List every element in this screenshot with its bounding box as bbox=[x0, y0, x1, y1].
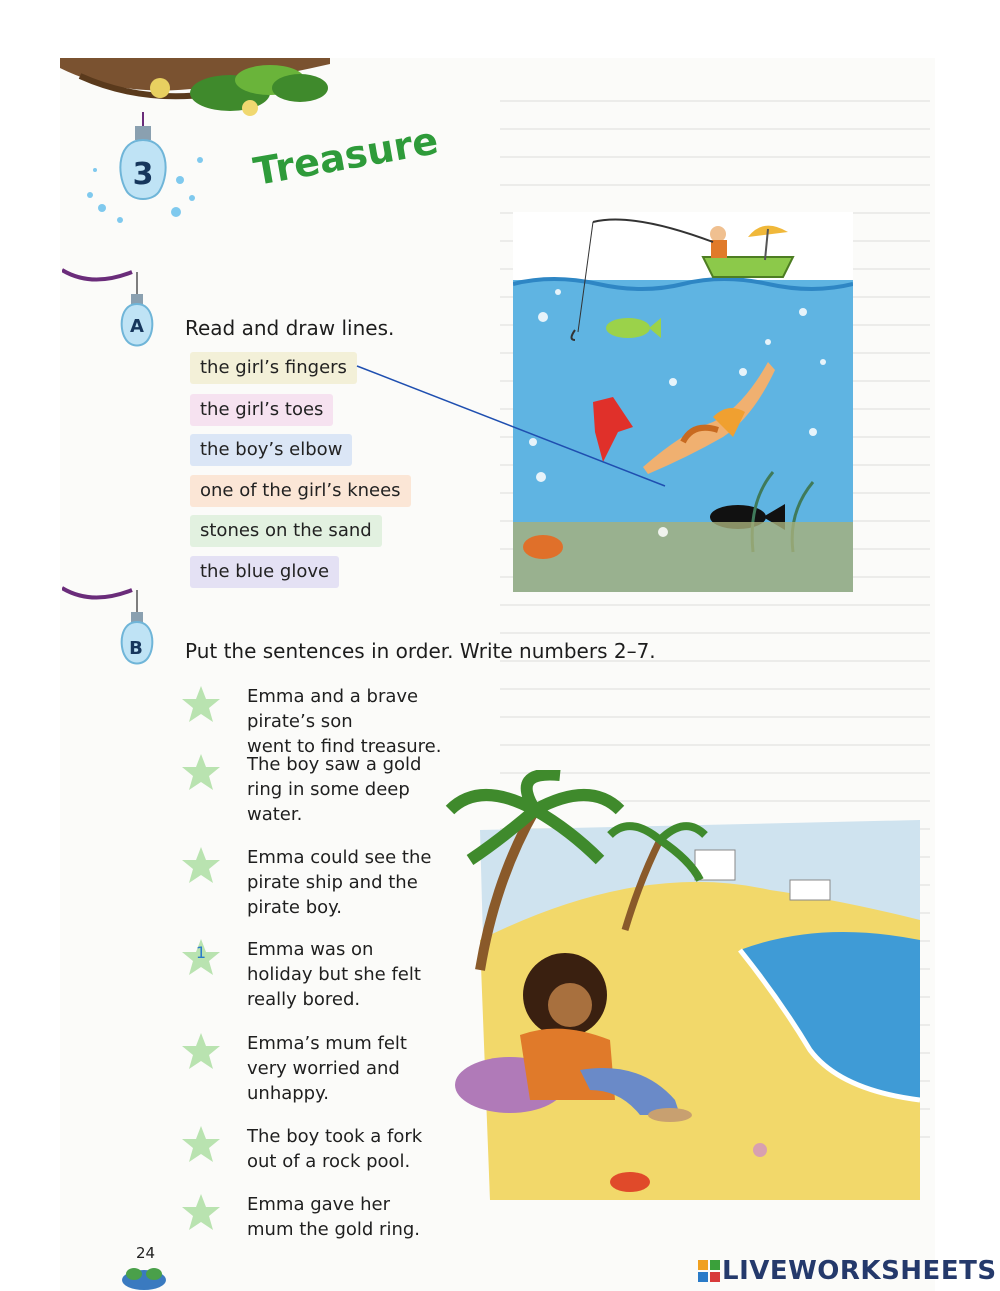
sparkle-dots-decoration bbox=[80, 140, 220, 230]
sentence-line: pirate boy. bbox=[247, 897, 342, 918]
sentence-line: pirate ship and the bbox=[247, 872, 418, 893]
liveworksheets-logo-text: LIVEWORKSHEETS bbox=[722, 1256, 997, 1286]
tree-branch-illustration bbox=[60, 58, 330, 128]
section-a-instruction: Read and draw lines. bbox=[185, 316, 395, 340]
match-item-elbow[interactable]: the boy’s elbow bbox=[190, 434, 352, 466]
beach-scene-illustration bbox=[440, 770, 920, 1200]
liveworksheets-logo-icon bbox=[698, 1260, 720, 1282]
sentence-line: mum the gold ring. bbox=[247, 1219, 421, 1240]
section-a-badge: A bbox=[130, 316, 144, 337]
footer-leaf-decoration bbox=[118, 1262, 170, 1291]
sentence-line: water. bbox=[247, 804, 303, 825]
sentence-line: The boy took a fork bbox=[247, 1126, 423, 1147]
unit-number: 3 bbox=[132, 157, 154, 192]
match-item-fingers[interactable]: the girl’s fingers bbox=[190, 352, 357, 384]
sentence-line: went to find treasure. bbox=[247, 736, 442, 757]
star-answer-icon[interactable] bbox=[180, 845, 222, 887]
sentence-line: Emma’s mum felt bbox=[247, 1033, 407, 1054]
unit-title: Treasure bbox=[250, 118, 442, 194]
sentence-line: very worried and bbox=[247, 1058, 400, 1079]
star-answer-icon[interactable] bbox=[180, 752, 222, 794]
match-item-toes[interactable]: the girl’s toes bbox=[190, 394, 333, 426]
sentence-line: Emma could see the bbox=[247, 847, 432, 868]
star-answer-icon[interactable] bbox=[180, 684, 222, 726]
sentence-line: unhappy. bbox=[247, 1083, 329, 1104]
sentence-text bbox=[247, 684, 477, 759]
sentence-line: Emma gave her bbox=[247, 1194, 390, 1215]
match-item-glove[interactable]: the blue glove bbox=[190, 556, 339, 588]
sentence-line: Emma and a brave pirate’s son bbox=[247, 686, 419, 732]
match-answer-line bbox=[355, 362, 675, 492]
match-item-knees[interactable]: one of the girl’s knees bbox=[190, 475, 411, 507]
sentence-line: out of a rock pool. bbox=[247, 1151, 411, 1172]
star-answer-icon[interactable] bbox=[180, 1031, 222, 1073]
star-answer-icon[interactable] bbox=[180, 1124, 222, 1166]
section-b-badge: B bbox=[129, 638, 143, 659]
section-b-bulb-icon bbox=[62, 578, 162, 668]
sentence-line: ring in some deep bbox=[247, 779, 410, 800]
section-b-instruction: Put the sentences in order. Write numbers 2–7. bbox=[185, 639, 656, 663]
sentence-line: really bored. bbox=[247, 989, 361, 1010]
page-number: 24 bbox=[136, 1244, 156, 1262]
match-item-stones[interactable]: stones on the sand bbox=[190, 515, 382, 547]
sentence-line: Emma was on bbox=[247, 939, 374, 960]
section-a-bulb-icon bbox=[62, 260, 162, 350]
sentence-number: 1 bbox=[195, 943, 207, 962]
sentence-line: The boy saw a gold bbox=[247, 754, 422, 775]
star-answer-icon[interactable] bbox=[180, 1192, 222, 1234]
sentence-line: holiday but she felt bbox=[247, 964, 421, 985]
